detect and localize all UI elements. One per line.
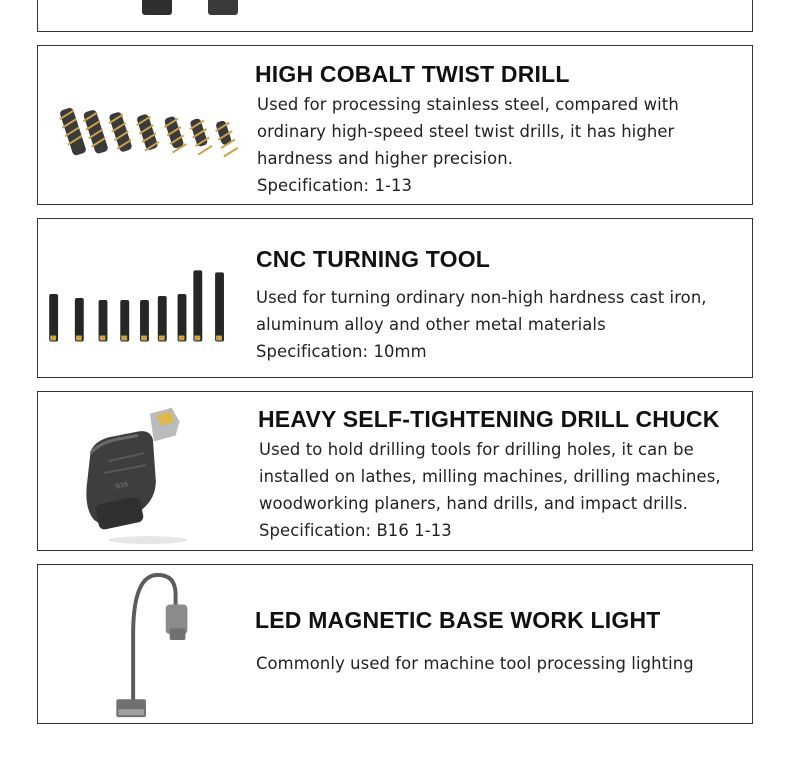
work-light-icon: [38, 565, 248, 723]
product-description: [257, 91, 679, 199]
description-line: woodworking planers, hand drills, and impact drills.: [259, 494, 688, 513]
specification: Specification: B16 1-13: [259, 521, 452, 540]
turning-tool-set-icon: [38, 219, 248, 377]
product-description: [256, 284, 707, 365]
drill-bit: [189, 118, 213, 155]
specification: Specification: 1-13: [257, 176, 413, 195]
turning-tool: [49, 294, 58, 341]
product-card-turning-tool: [37, 218, 753, 378]
turning-tool: [140, 300, 149, 341]
drill-bit: [82, 109, 109, 154]
product-description: [256, 650, 694, 677]
product-title: CNC TURNING TOOL: [256, 246, 491, 272]
turning-tool: [178, 294, 187, 341]
product-title: HEAVY SELF-TIGHTENING DRILL CHUCK: [258, 406, 720, 432]
turning-tool: [120, 300, 129, 341]
drill-bit: [214, 120, 238, 157]
turning-tool: [75, 298, 84, 341]
svg-text:B16: B16: [115, 480, 129, 491]
product-card-twist-drill: [37, 45, 753, 205]
description-line: installed on lathes, milling machines, drilling machines,: [259, 467, 721, 486]
description-line: ordinary high-speed steel twist drills, it has higher: [257, 122, 675, 141]
product-description: [259, 436, 721, 544]
drill-chuck-icon: [38, 392, 248, 550]
drill-bit: [58, 107, 86, 156]
product-card-drill-chuck: [37, 391, 753, 551]
turning-tool: [158, 296, 167, 341]
product-title: HIGH COBALT TWIST DRILL: [255, 61, 570, 87]
turning-tool: [99, 300, 108, 341]
drill-bit: [108, 111, 133, 152]
turning-tool: [193, 270, 202, 341]
turning-tool: [215, 272, 224, 341]
description-line: Used for processing stainless steel, compared with: [257, 95, 679, 114]
description-line: Commonly used for machine tool processing lighting: [256, 654, 694, 673]
previous-product-image: [38, 0, 248, 31]
twist-drill-set-icon: [38, 46, 248, 204]
product-title: LED MAGNETIC BASE WORK LIGHT: [255, 607, 661, 633]
product-card-work-light: [37, 564, 753, 724]
drill-bit: [135, 113, 159, 151]
product-card-previous: [37, 0, 753, 32]
description-line: Used for turning ordinary non-high hardness cast iron,: [256, 288, 707, 307]
description-line: hardness and higher precision.: [257, 149, 514, 168]
description-line: aluminum alloy and other metal materials: [256, 315, 606, 334]
drill-bit: [163, 116, 187, 153]
specification: Specification: 10mm: [256, 342, 427, 361]
description-line: Used to hold drilling tools for drilling holes, it can be: [259, 440, 694, 459]
